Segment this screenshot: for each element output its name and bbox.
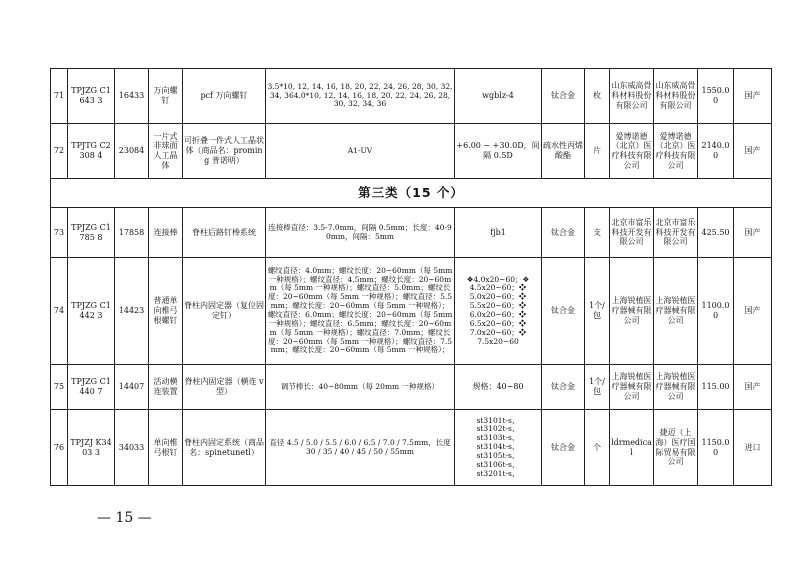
price: 1150.00 — [698, 410, 734, 486]
product-model: 脊柱内固定器（横连 v 型） — [183, 365, 266, 410]
category-code: 34033 — [115, 410, 149, 486]
category-code: 14423 — [115, 258, 149, 365]
manufacturer: 上海锐植医疗器械有限公司 — [610, 258, 654, 365]
origin: 国产 — [734, 69, 772, 124]
param-line: st3201t-s、 — [476, 468, 520, 478]
product-name: 万向螺钉 — [149, 69, 183, 124]
product-code: TPJZJ K3403 3 — [68, 410, 115, 486]
param-line: st3106t-s、 — [476, 459, 520, 469]
product-table — [50, 68, 772, 486]
param-line: st3101t-s、 — [476, 415, 520, 425]
product-param — [455, 410, 542, 486]
row-number: 75 — [51, 365, 68, 410]
row-number: 73 — [51, 208, 68, 258]
param-line: st3104t-s、 — [476, 442, 520, 452]
product-model: 脊柱内固定系统（商品名：spinetunetl） — [183, 410, 266, 486]
product-param: +6.00 ~ +30.0D，间隔 0.5D — [455, 124, 542, 179]
material: 钛合金 — [542, 208, 585, 258]
supplier: 山东威高骨科材料股份有限公司 — [654, 69, 698, 124]
manufacturer: 北京市富乐科技开发有限公司 — [610, 208, 654, 258]
price: 2140.00 — [698, 124, 734, 179]
table-row — [51, 258, 772, 365]
product-code: TPJZG C1643 3 — [68, 69, 115, 124]
material: 钛合金 — [542, 258, 585, 365]
row-number: 74 — [51, 258, 68, 365]
origin: 国产 — [734, 124, 772, 179]
material: 钛合金 — [542, 410, 585, 486]
table-row — [51, 69, 772, 124]
param-line: st3105t-s、 — [476, 450, 520, 460]
manufacturer: ldrmedical — [610, 410, 654, 486]
product-model: 脊柱内固定器（复位固定钉） — [183, 258, 266, 365]
product-spec: A1-UV — [266, 124, 455, 179]
param-line: 6.0x20~60；❖ — [469, 310, 527, 319]
param-line: 4.5x20~60；❖ — [469, 283, 527, 293]
material: 疏水性丙烯酸酯 — [542, 124, 585, 179]
page-number: — 15 — — [97, 510, 152, 526]
product-spec: 螺纹直径：4.0mm；螺纹长度：20~60mm（每 5mm 一种规格）；螺纹直径：4.5mm；螺纹长度：20~60mm（每 5mm 一种规格）；螺纹直径：5.0mm；螺纹长度：20~60mm（每 5mm 一种规格）；螺纹直径：5.5mm；螺纹长度：20~60mm（每 5mm 一种规格）；螺纹直径：6.0mm；螺纹长度：20~60mm（每 5mm 一种规格）；螺纹直径：6.5mm；螺纹长度：20~60mm（每 5mm 一种规格）；螺纹直径：7.0mm；螺纹长度：20~60mm（每 5mm 一种规格）；螺纹直径：7.5mm；螺纹长度：20~60mm（每 5mm 一种规格）； — [266, 258, 455, 365]
unit: 支 — [585, 208, 610, 258]
category-code: 17858 — [115, 208, 149, 258]
manufacturer: 爱博诺德（北京）医疗科技有限公司 — [610, 124, 654, 179]
category-code: 14407 — [115, 365, 149, 410]
unit: 枚 — [585, 69, 610, 124]
product-spec: 3.5*10, 12, 14, 16, 18, 20, 22, 24, 26, 28, 30, 32, 34, 364.0*10, 12, 14, 16, 18, 20, 22, 24, 26, 28, 30, 32, 34, 36 — [266, 69, 455, 124]
unit: 片 — [585, 124, 610, 179]
origin: 进口 — [734, 410, 772, 486]
origin: 国产 — [734, 365, 772, 410]
price: 115.00 — [698, 365, 734, 410]
manufacturer: 上海锐植医疗器械有限公司 — [610, 365, 654, 410]
section-row — [51, 179, 772, 208]
unit: 1个/包 — [585, 365, 610, 410]
section-title: 第三类（15 个） — [51, 179, 772, 208]
manufacturer: 山东威高骨科材料股份有限公司 — [610, 69, 654, 124]
unit: 1个/包 — [585, 258, 610, 365]
param-line: st3103t-s、 — [476, 433, 520, 443]
product-code: TPJZG C1440 7 — [68, 365, 115, 410]
param-line: ❖4.0x20~60；❖ — [466, 274, 530, 284]
product-name: 连接棒 — [149, 208, 183, 258]
param-line: 5.5x20~60；❖ — [469, 301, 527, 311]
product-name: 单向椎弓根钉 — [149, 410, 183, 486]
row-number: 76 — [51, 410, 68, 486]
product-param: 规格：40~80 — [455, 365, 542, 410]
product-code: TPJZG C1785 8 — [68, 208, 115, 258]
price: 1100.00 — [698, 258, 734, 365]
supplier: 捷迈（上海）医疗国际贸易有限公司 — [654, 410, 698, 486]
category-code: 23084 — [115, 124, 149, 179]
product-code: TPJTG C2308 4 — [68, 124, 115, 179]
param-line: 6.5x20~60；❖ — [469, 318, 527, 328]
product-name: 活动横连装置 — [149, 365, 183, 410]
table-row — [51, 365, 772, 410]
product-model: pcf 万向螺钉 — [183, 69, 266, 124]
table-row — [51, 410, 772, 486]
product-name: 一片式非球面人工晶体 — [149, 124, 183, 179]
row-number: 72 — [51, 124, 68, 179]
supplier: 北京市富乐科技开发有限公司 — [654, 208, 698, 258]
product-param — [455, 258, 542, 365]
material: 钛合金 — [542, 69, 585, 124]
product-model: 脊柱后路钉棒系统 — [183, 208, 266, 258]
product-spec: 直径 4.5 / 5.0 / 5.5 / 6.0 / 6.5 / 7.0 / 7.5mm，长度 30 / 35 / 40 / 45 / 50 / 55mm — [266, 410, 455, 486]
supplier: 爱博诺德（北京）医疗科技有限公司 — [654, 124, 698, 179]
origin: 国产 — [734, 208, 772, 258]
product-spec: 连接棒直径：3.5-7.0mm，间隔 0.5mm；长度：40-90mm，间隔：5mm — [266, 208, 455, 258]
unit: 个 — [585, 410, 610, 486]
param-line: 7.0x20~60；❖ — [469, 327, 527, 337]
supplier: 上海锐植医疗器械有限公司 — [654, 365, 698, 410]
param-line: 5.0x20~60；❖ — [469, 292, 527, 302]
material: 钛合金 — [542, 365, 585, 410]
supplier: 上海锐植医疗器械有限公司 — [654, 258, 698, 365]
origin: 国产 — [734, 258, 772, 365]
price: 425.50 — [698, 208, 734, 258]
product-model: 可折叠一件式人工晶状体（商品名：proming 普诺明） — [183, 124, 266, 179]
param-line: st3102t-s、 — [476, 424, 520, 434]
product-code: TPJZG C1442 3 — [68, 258, 115, 365]
price: 1550.00 — [698, 69, 734, 124]
category-code: 16433 — [115, 69, 149, 124]
row-number: 71 — [51, 69, 68, 124]
table-row — [51, 208, 772, 258]
product-spec: 调节棒长：40~80mm（每 20mm 一种规格） — [266, 365, 455, 410]
param-line: 7.5x20~60 — [477, 336, 519, 346]
table-row — [51, 124, 772, 179]
product-name: 普通单向椎弓根螺钉 — [149, 258, 183, 365]
product-param: wgblz-4 — [455, 69, 542, 124]
product-param: fjb1 — [455, 208, 542, 258]
